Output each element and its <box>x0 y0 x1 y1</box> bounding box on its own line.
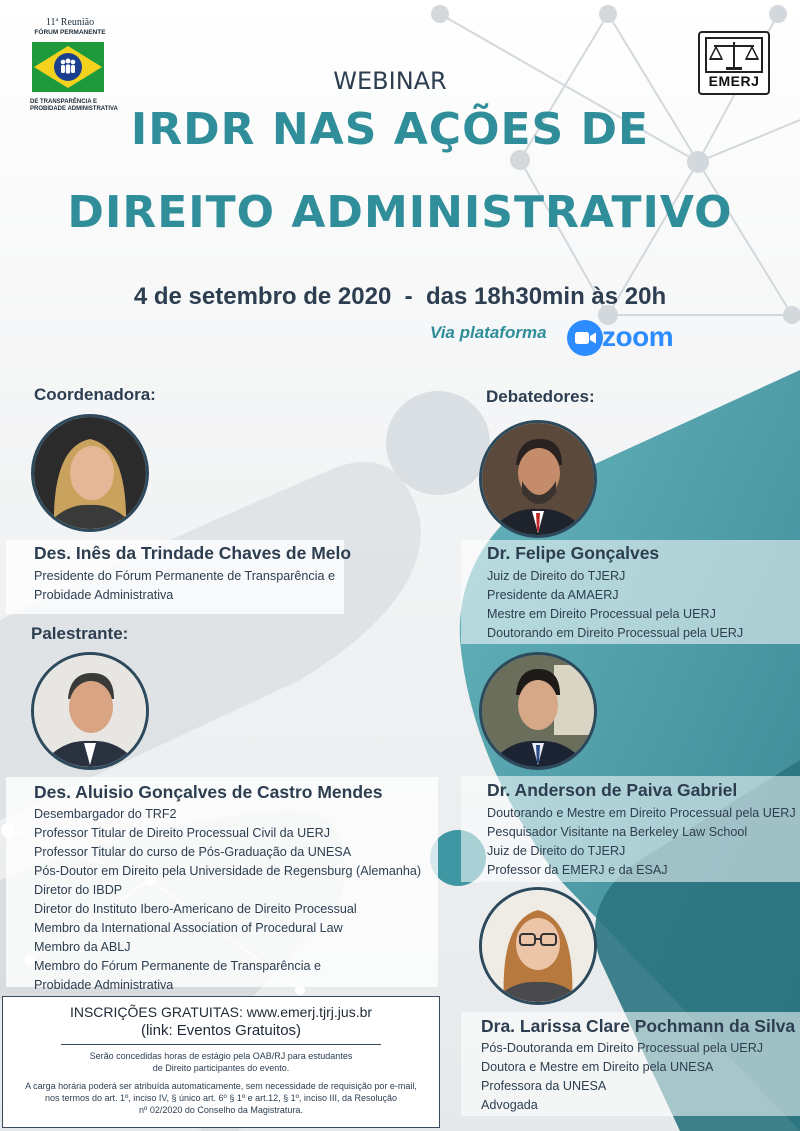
zoom-camera-icon <box>567 320 603 356</box>
debatedor-1-photo <box>479 420 597 538</box>
internship-note-line: Serão concedidas horas de estágio pela OAB/RJ para estudantes <box>89 1051 353 1061</box>
description-line: Diretor do Instituto Ibero-Americano de Direito Processual <box>34 902 357 916</box>
description-line: Professora da UNESA <box>481 1079 607 1093</box>
title-line-1: IRDR NAS AÇÕES DE <box>130 104 650 155</box>
debatedor-3-photo <box>479 887 597 1005</box>
person-photo-icon <box>34 655 146 767</box>
webinar-label: WEBINAR <box>333 67 447 95</box>
workload-note-line: A carga horária poderá ser atribuída automaticamente, sem necessidade de requisição por e-mail, <box>25 1081 417 1091</box>
description-line: Membro do Fórum Permanente de Transparência e <box>34 959 321 973</box>
workload-note-line: nos termos do art. 1º, inciso IV, § único art. 6º § 1º e art.12, § 1º, inciso III, da Resolução <box>44 1093 397 1103</box>
forum-top-label: FÓRUM PERMANENTE <box>34 29 106 36</box>
description-line: Advogada <box>481 1098 538 1112</box>
coordenadora-name: Des. Inês da Trindade Chaves de Melo <box>34 543 352 563</box>
description-line: Pós-Doutoranda em Direito Processual pela UERJ <box>481 1041 764 1055</box>
internship-note-line: de Direito participantes do evento. <box>152 1063 290 1073</box>
description-line: Pós-Doutor em Direito pela Universidade de Regensburg (Alemanha) <box>34 864 422 878</box>
description-line: Doutorando em Direito Processual pela UERJ <box>487 626 744 640</box>
coordenadora-description <box>34 567 335 605</box>
forum-bottom-label-2: PROBIDADE ADMINISTRATIVA <box>30 106 118 112</box>
description-line: Professor Titular do curso de Pós-Graduação da UNESA <box>34 845 352 859</box>
description-line: Pesquisador Visitante na Berkeley Law School <box>487 825 748 839</box>
description-line: Diretor do IBDP <box>34 883 123 897</box>
reuniao-label: 11ª Reunião <box>45 17 95 28</box>
debatedor-3-description <box>481 1039 763 1115</box>
description-line: Desembargador do TRF2 <box>34 807 177 821</box>
debatedores-heading: Debatedores: <box>486 387 595 406</box>
person-photo-icon <box>34 417 146 529</box>
events-link-label: (link: Eventos Gratuitos) <box>140 1022 302 1039</box>
zoom-logo <box>567 320 679 356</box>
description-line: Presidente do Fórum Permanente de Transparência e <box>34 569 336 583</box>
emerj-label: EMERJ <box>708 73 760 89</box>
palestrante-photo <box>31 652 149 770</box>
forum-bottom-label-1: DE TRANSPARÊNCIA E <box>30 99 98 105</box>
description-line: Professor da EMERJ e da ESAJ <box>487 863 668 877</box>
zoom-label: zoom <box>602 321 674 352</box>
registration-box <box>2 996 440 1128</box>
description-line: Doutorando e Mestre em Direito Processual pela UERJ <box>487 806 796 820</box>
workload-note-line: nº 02/2020 do Conselho da Magistratura. <box>139 1105 303 1115</box>
coordenadora-photo <box>31 414 149 532</box>
event-date: 4 de setembro de 2020 - das 18h30min às 20h <box>133 283 667 310</box>
description-line: Doutora e Mestre em Direito pela UNESA <box>481 1060 714 1074</box>
debatedor-1-name: Dr. Felipe Gonçalves <box>487 543 660 563</box>
description-line: Juiz de Direito do TJERJ <box>487 844 626 858</box>
debatedor-2-photo <box>479 652 597 770</box>
forum-logo <box>30 17 118 113</box>
via-platform-label: Via plataforma <box>430 323 547 342</box>
debatedor-2-name: Dr. Anderson de Paiva Gabriel <box>487 780 738 800</box>
palestrante-name: Des. Aluisio Gonçalves de Castro Mendes <box>34 782 383 802</box>
person-photo-icon <box>482 423 594 535</box>
description-line: Probidade Administrativa <box>34 978 174 992</box>
description-line: Probidade Administrativa <box>34 588 174 602</box>
coordenadora-heading: Coordenadora: <box>34 385 156 404</box>
debatedor-2-description <box>487 804 796 880</box>
description-line: Professor Titular de Direito Processual Civil da UERJ <box>34 826 331 840</box>
divider <box>61 1044 381 1045</box>
description-line: Membro da International Association of Procedural Law <box>34 921 343 935</box>
title-line-2: DIREITO ADMINISTRATIVO <box>67 187 733 238</box>
description-line: Juiz de Direito do TJERJ <box>487 569 626 583</box>
person-photo-icon <box>482 890 594 1002</box>
person-photo-icon <box>482 655 594 767</box>
description-line: Presidente da AMAERJ <box>487 588 619 602</box>
registration-link[interactable]: INSCRIÇÕES GRATUITAS: www.emerj.tjrj.jus.br <box>69 1004 373 1020</box>
debatedor-3-name: Dra. Larissa Clare Pochmann da Silva <box>481 1016 796 1036</box>
palestrante-description <box>34 805 421 995</box>
palestrante-heading: Palestrante: <box>31 624 129 643</box>
description-line: Mestre em Direito Processual pela UERJ <box>487 607 716 621</box>
description-line: Membro da ABLJ <box>34 940 131 954</box>
debatedor-1-description <box>487 567 743 643</box>
